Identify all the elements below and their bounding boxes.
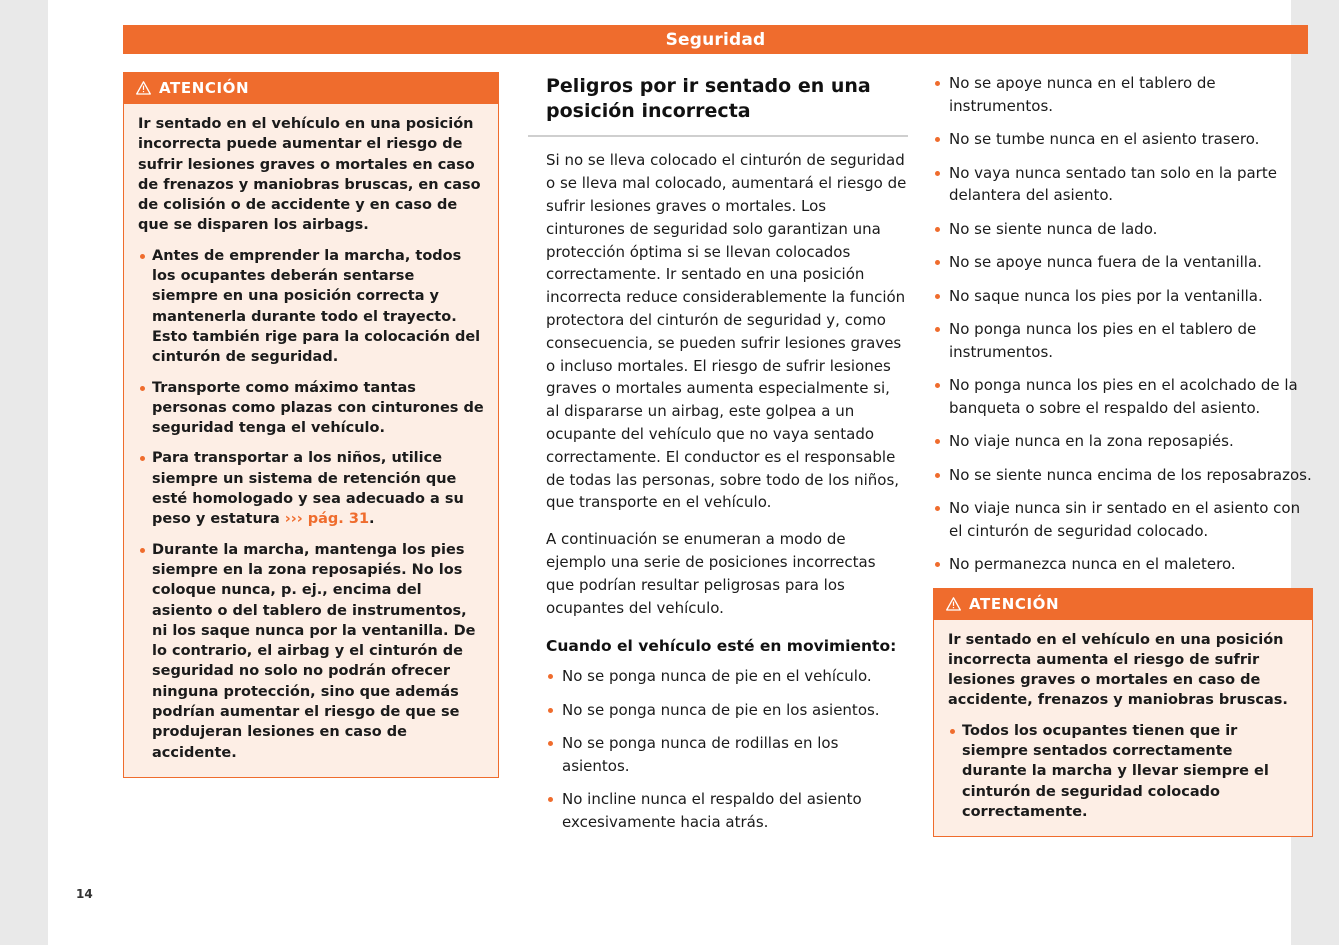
content-columns	[123, 72, 1313, 902]
header-title: Seguridad	[665, 29, 766, 50]
body-paragraph: A continuación se enumeran a modo de ejemplo una serie de posiciones incorrectas que podrían resultar peligrosas para los ocupantes del vehículo.	[546, 530, 876, 617]
column-two	[528, 72, 908, 844]
page-number: 14	[76, 887, 93, 901]
warning-box-left	[123, 72, 499, 778]
warning-bullet: Durante la marcha, mantenga los pies siempre en la zona reposapiés. No los coloque nunca, p. ej., encima del asiento o del tablero de instrumentos, ni los saque nunca por la ventanilla. De lo contrario, el airbag y el cinturón de seguridad no solo no podrán ofrecer ninguna protección, sino que además podrían aumentar el riesgo de que se produjeran lesiones en caso de accidente.	[138, 540, 484, 763]
list-item: No se tumbe nunca en el asiento trasero.	[933, 128, 1313, 151]
list-item: No se ponga nunca de pie en el vehículo.	[546, 665, 908, 688]
warning-body-left	[124, 104, 498, 777]
manual-page	[48, 0, 1312, 945]
list-item: No se apoye nunca fuera de la ventanilla.	[933, 251, 1313, 274]
list-item: No vaya nunca sentado tan solo en la parte delantera del asiento.	[933, 162, 1313, 207]
list-item: No saque nunca los pies por la ventanilla.	[933, 285, 1313, 308]
list-item: No se apoye nunca en el tablero de instrumentos.	[933, 72, 1313, 117]
list-item: No permanezca nunca en el maletero.	[933, 553, 1313, 576]
list-item: No viaje nunca en la zona reposapiés.	[933, 430, 1313, 453]
warning-triangle-icon	[136, 81, 151, 95]
incorrect-positions-list-part1	[528, 665, 908, 833]
bullet-text-after: .	[369, 511, 375, 528]
bullet-text-before: Para transportar a los niños, utilice siempre un sistema de retención que esté homologado y sea adecuado a su peso y estatura	[152, 450, 464, 528]
section-body	[528, 149, 908, 619]
warning-body-right	[934, 620, 1312, 837]
subsection-heading: Cuando el vehículo esté en movimiento:	[546, 637, 897, 656]
section-title: Peligros por ir sentado en una posición incorrecta	[528, 72, 908, 137]
list-item: No se ponga nunca de pie en los asientos.	[546, 699, 908, 722]
warning-title-right: ATENCIÓN	[969, 594, 1060, 613]
warning-title-left: ATENCIÓN	[159, 79, 250, 97]
warning-bullet: Transporte como máximo tantas personas como plazas con cinturones de seguridad tenga el vehículo.	[138, 378, 484, 439]
warning-intro-left: Ir sentado en el vehículo en una posición incorrecta puede aumentar el riesgo de sufrir lesiones graves o mortales en caso de frenazos y maniobras bruscas, en caso de colisión o de accidente y en caso de que se disparen los airbags.	[138, 116, 481, 234]
warning-header-right	[934, 589, 1312, 620]
warning-box-right	[933, 588, 1313, 838]
warning-bullet-with-reference	[138, 448, 484, 529]
warning-bullet: Antes de emprender la marcha, todos los ocupantes deberán sentarse siempre en una posición correcta y mantenerla durante todo el trayecto. Esto también rige para la colocación del cinturón de seguridad.	[138, 246, 484, 368]
list-item: No se siente nunca encima de los reposabrazos.	[933, 464, 1313, 487]
cross-reference-link[interactable]: ››› pág. 31	[284, 511, 370, 528]
warning-bullet: Todos los ocupantes tienen que ir siempre sentados correctamente durante la marcha y llevar siempre el cinturón de seguridad colocado correctamente.	[948, 721, 1298, 822]
warning-intro-right: Ir sentado en el vehículo en una posición incorrecta aumenta el riesgo de sufrir lesiones graves o mortales en caso de accidente, frenazos y maniobras bruscas.	[948, 631, 1288, 709]
warning-header-left	[124, 73, 498, 104]
column-three	[933, 72, 1313, 837]
incorrect-positions-list-part2	[933, 72, 1313, 576]
column-one	[123, 72, 499, 778]
warning-triangle-icon	[946, 597, 961, 611]
list-item: No ponga nunca los pies en el tablero de instrumentos.	[933, 318, 1313, 363]
body-paragraph: Si no se lleva colocado el cinturón de seguridad o se lleva mal colocado, aumentará el riesgo de sufrir lesiones graves o mortales. Los cinturones de seguridad solo garantizan una protección óptima si se llevan colocados correctamente. Ir sentado en una posición incorrecta reduce considerablemente la función protectora del cinturón de seguridad y, como consecuencia, se pueden sufrir lesiones graves o incluso mortales. El riesgo de sufrir lesiones graves o mortales aumenta especialmente si, al dispararse un airbag, este golpea a un ocupante del vehículo que no vaya sentado correctamente. El conductor es el responsable de todas las personas, sobre todo de los niños, que transporte en el vehículo.	[546, 151, 907, 512]
list-item: No viaje nunca sin ir sentado en el asiento con el cinturón de seguridad colocado.	[933, 497, 1313, 542]
list-item: No se siente nunca de lado.	[933, 218, 1313, 241]
list-item: No incline nunca el respaldo del asiento excesivamente hacia atrás.	[546, 788, 908, 833]
list-item: No ponga nunca los pies en el acolchado de la banqueta o sobre el respaldo del asiento.	[933, 374, 1313, 419]
page-header	[123, 25, 1308, 54]
list-item: No se ponga nunca de rodillas en los asientos.	[546, 732, 908, 777]
